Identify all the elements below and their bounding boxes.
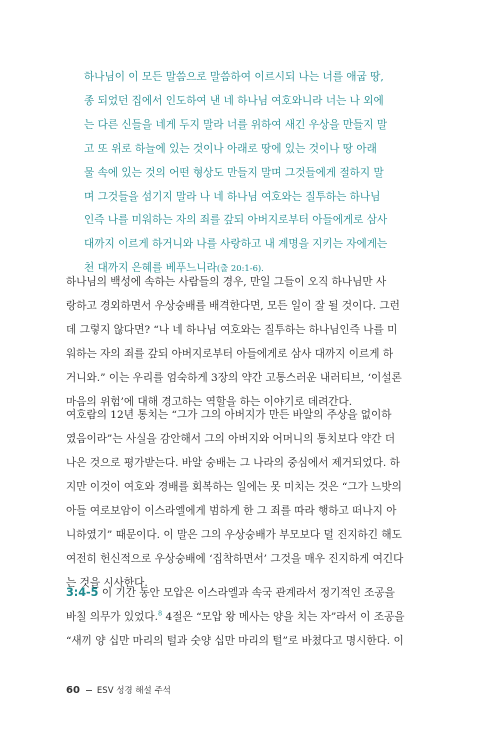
paragraph-line: “새끼 양 십만 마리의 털과 숫양 십만 마리의 털”로 바쳤다고 명시한다. 이: [66, 635, 404, 647]
paragraph-line: 지만 이것이 여호와 경배를 회복하는 일에는 못 미치는 것은 “그가 느밧의: [66, 481, 402, 493]
paragraph-line: 였음이라”는 사실을 감안해서 그의 아버지와 어머니의 통치보다 약간 더: [66, 433, 396, 445]
paragraph-line: 나은 것으로 평가받는다. 바알 숭배는 그 나라의 중심에서 제거되었다. 하: [66, 457, 400, 469]
paragraph-line: 하나님의 백성에 속하는 사람들의 경우, 만일 그들이 오직 하나님만 사: [66, 276, 387, 288]
quote-line: 대까지 이르게 하거니와 나를 사랑하고 내 계명을 지키는 자에게는: [84, 238, 388, 251]
quote-reference: (출 20:1-6).: [216, 263, 264, 274]
paragraph-line: 워하는 자의 죄를 갚되 아버지로부터 아들에게로 삼사 대까지 이르게 하: [66, 348, 394, 360]
paragraph-2: [66, 403, 416, 595]
quote-line: 하나님이 이 모든 말씀으로 말씀하여 이르시되 나는 너를 애굽 땅,: [84, 71, 384, 83]
footer-separator: [86, 690, 92, 691]
paragraph-line: 데 그렇지 않다면? “나 네 하나님 여호와는 질투하는 하나님인즉 나를 미: [66, 324, 398, 336]
page-footer: [66, 684, 171, 696]
paragraph-line: 여호람의 12년 통치는 “그가 그의 아버지가 만든 바알의 주상을 없이하: [66, 409, 392, 421]
book-title: ESV 성경 해설 주석: [96, 686, 171, 696]
paragraph-line: 여전히 헌신적으로 우상숭배에 ‘집착하면서’ 그것을 매우 진지하게 여긴다: [66, 553, 404, 565]
quote-last-text: 천 대까지 은혜를 베푸느니라: [84, 262, 217, 275]
quote-line: 는 다른 신들을 네게 두지 말라 너를 위하여 새긴 우상을 만들지 말: [84, 118, 388, 131]
paragraph-line: 는 것을 시사한다.: [66, 577, 148, 589]
paragraph-3: [66, 581, 416, 653]
paragraph-text: 4절은 “모압 왕 메사는 양을 치는 자”라서 이 조공을: [162, 611, 405, 623]
paragraph-line: [66, 605, 416, 629]
quote-line: 고 또 위로 하늘에 있는 것이나 아래로 땅에 있는 것이나 땅 아래: [84, 142, 377, 155]
paragraph-text: 바칠 의무가 있었다.: [66, 611, 158, 623]
quote-line: 종 되었던 집에서 인도하여 낸 네 하나님 여호와니라 너는 나 외에: [84, 94, 384, 107]
quote-line: 물 속에 있는 것의 어떤 형상도 만들지 말며 그것들에게 절하지 말: [84, 166, 384, 179]
footnote-marker[interactable]: 8: [157, 609, 163, 618]
paragraph-line: 거니와.” 이는 우리를 엄숙하게 3장의 약간 고통스러운 내러티브, ‘이설론: [66, 372, 402, 384]
paragraph-text: 이 기간 동안 모압은 이스라엘과 속국 관계라서 정기적인 조공을: [101, 587, 395, 599]
paragraph-line: 니하였기” 때문이다. 이 말은 그의 우상숭배가 부모보다 덜 진지하긴 해도: [66, 529, 402, 541]
scripture-quote: [84, 66, 410, 281]
quote-line: 며 그것들을 섬기지 말라 나 네 하나님 여호와는 질투하는 하나님: [84, 190, 381, 203]
paragraph-line: 랑하고 경외하면서 우상숭배를 배격한다면, 모든 일이 잘 될 것이다. 그런: [66, 300, 400, 312]
verse-reference: 3:4-5: [66, 586, 99, 599]
paragraph-line: 마음의 위험’에 대해 경고하는 역할을 하는 이야기로 데려간다.: [66, 396, 353, 408]
paragraph-1: [66, 270, 416, 414]
page-number: 60: [66, 685, 80, 696]
paragraph-line: [66, 581, 416, 605]
paragraph-line: 아들 여로보암이 이스라엘에게 범하게 한 그 죄를 따라 행하고 떠나지 아: [66, 505, 397, 517]
quote-line: 인즉 나를 미워하는 자의 죄를 갚되 아버지로부터 아들에게로 삼사: [84, 214, 388, 227]
